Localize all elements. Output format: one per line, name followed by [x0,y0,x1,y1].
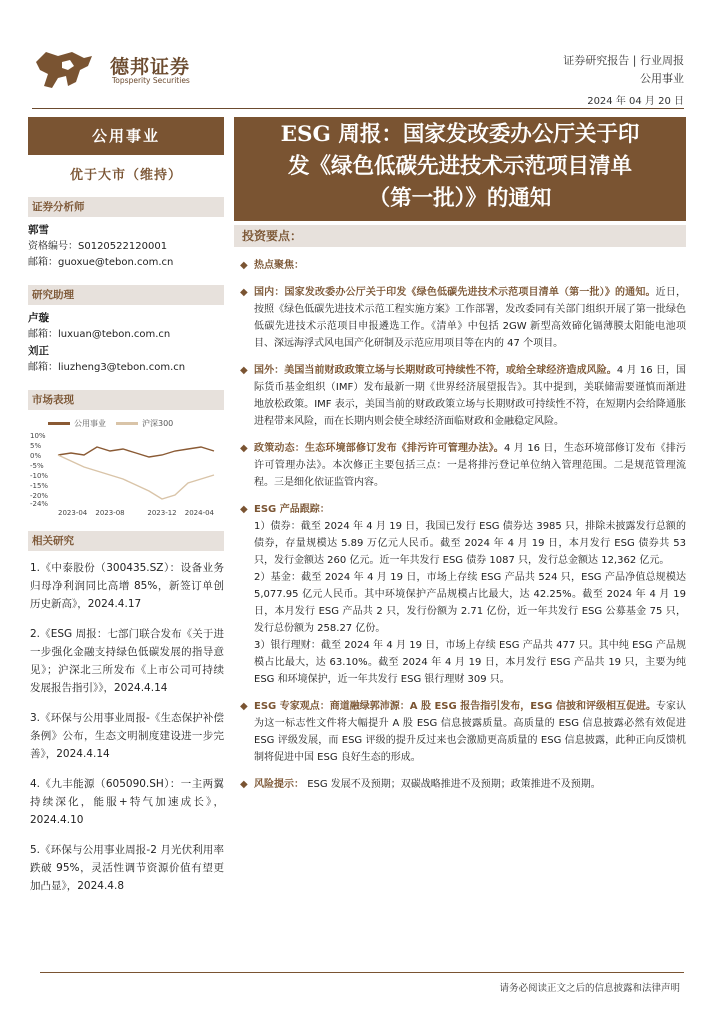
abroad-highlight: 国外：美国当前财政政策立场与长期财政可持续性不符，或给全球经济造成风险。 [254,365,617,376]
analyst-email: 邮箱：guoxue@tebon.com.cn [28,257,174,268]
risk-label: 风险提示： [254,779,304,790]
analyst-heading: 证券分析师 [28,197,224,217]
x-tick-label: 2023-04 [58,509,88,517]
y-tick-label: -15% [30,482,49,490]
policy-paragraph [234,440,686,491]
bullet-icon: ◆ [240,504,248,515]
tracking-item: 3）银行理财：截至 2024 年 4 月 19 日，市场上存续 ESG 产品共 477 只。其中纯 ESG 产品规模占比最大，达 63.10%。截至 2024 年 4 月 19 日，本月发行 ESG 产品共 19 只，主要为纯 ESG 和环境保护，近一年共发行 ESG 银行理财 309 只。 [254,640,686,685]
esg-tracking-label: ESG 产品跟踪： [254,504,330,515]
domestic-paragraph [234,284,686,352]
footer-disclaimer: 请务必阅读正文之后的信息披露和法律声明 [499,983,680,994]
risk-paragraph [234,776,686,793]
assistant-info [28,310,224,376]
legend-swatch [116,422,138,425]
related-item[interactable]: 1.《中泰股份（300435.SZ）：设备业务归母净利润同比高增 85%，新签订单创历史新高》，2024.4.17 [30,562,224,610]
legend-label: 公用事业 [74,419,106,428]
x-tick-label: 2023-08 [95,509,125,517]
bullet-icon: ◆ [240,779,248,790]
legend-item [116,418,173,429]
y-tick-label: 5% [30,442,42,450]
bull-logo-icon [32,48,96,90]
company-logo [32,46,192,90]
legend-swatch [48,422,70,425]
y-tick-label: 10% [30,432,46,440]
title-line: （第一批）》的通知 [368,186,552,211]
series-line [58,447,214,457]
market-performance-chart [28,431,224,517]
main-content [234,117,686,793]
related-research-list [28,559,224,895]
related-item[interactable]: 2.《ESG 周报：七部门联合发布《关于进一步强化金融支持绿色低碳发展的指导意见》；沪深北三所发布《上市公司可持续发展报告指引》》，2024.4.14 [30,628,224,694]
risk-text: ESG 发展不及预期；双碳战略推进不及预期；政策推进不及预期。 [307,779,601,790]
domestic-highlight: 国内：国家发改委办公厅关于印发《绿色低碳先进技术示范项目清单（第一批）》的通知。 [254,287,656,298]
abroad-text: 4 月 16 日，国际货币基金组织（IMF）发布最新一期《世界经济展望报告》。其中提到，美联储需要谨慎而渐进地放松政策。IMF 表示，美国当前的财政政策立场与长期财政可持续性不符，在短期内会给降通胀进程带来风险，而在长期内则会使全球经济面临财政和金融稳定风险。 [254,365,687,427]
legend-item [48,418,106,429]
related-item[interactable]: 3.《环保与公用事业周报-《生态保护补偿条例》公布，生态文明制度建设进一步完善》，2024.4.14 [30,712,224,760]
y-tick-label: -24% [30,500,49,508]
analyst-name: 郭雪 [28,224,49,236]
analyst-license: 资格编号：S0120522120001 [28,241,168,252]
expert-paragraph [234,698,686,766]
bullet-icon: ◆ [240,443,248,454]
y-tick-label: -20% [30,492,49,500]
y-tick-label: -10% [30,472,49,480]
footer-divider [40,972,684,973]
assistant-email: 邮箱：liuzheng3@tebon.com.cn [28,362,186,373]
bullet-icon: ◆ [240,260,248,271]
logo-text-cn: 德邦证券 [110,56,191,78]
title-line: 发《绿色低碳先进技术示范项目清单 [287,154,632,179]
esg-tracking [234,501,686,518]
header-divider [32,108,684,109]
related-item[interactable]: 5.《环保与公用事业周报-2 月光伏利用率跌破 95%，灵活性调节资源价值有望更加凸显》，2024.4.8 [30,844,224,892]
bullet-icon: ◆ [240,365,248,376]
related-item[interactable]: 4.《九丰能源（605090.SH）：一主两翼持续深化，能服+特气加速成长》，2024.4.10 [30,778,224,826]
tracking-item: 1）债券：截至 2024 年 4 月 19 日，我国已发行 ESG 债券达 3985 只，排除未披露发行总额的债券，存量规模达 5.89 万亿元人民币。截至 2024 年 4 月 19 日，本月发行 ESG 债券共 53 只，发行金额达 260 亿元。近一年共发行 ESG 债券 1087 只，发行总金额达 12,362 亿元。 [254,521,686,566]
policy-highlight: 政策动态：生态环境部修订发布《排污许可管理办法》。 [254,443,504,454]
series-line [58,455,214,499]
assistant-name: 刘正 [28,345,49,357]
related-heading: 相关研究 [28,531,224,551]
legend-label: 沪深300 [142,419,174,428]
industry-label: 公用事业 [28,117,224,155]
abroad-paragraph [234,362,686,430]
x-tick-label: 2023-12 [147,509,177,517]
y-tick-label: -5% [30,462,44,470]
bullet-icon: ◆ [240,701,248,712]
tracking-item: 2）基金：截至 2024 年 4 月 19 日，市场上存续 ESG 产品共 524 只，ESG 产品净值总规模达 5,077.95 亿元人民币。其中环境保护产品规模占比最大，达 42.25%。截至 2024 年 4 月 19 日，本月发行 ESG 产品共 2 只，发行份额为 2.71 亿份，近一年共发行 ESG 公募基金 75 只，发行总份额为 258.27 亿份。 [254,572,686,634]
assistant-email: 邮箱：luxuan@tebon.com.cn [28,329,171,340]
hot-focus-label: 热点聚焦： [254,260,304,271]
analyst-info [28,222,224,271]
rating: 优于大市（维持） [69,168,182,183]
x-tick-label: 2024-04 [184,509,214,517]
policy-text: 4 月 16 日，生态环境部修订发布《排污许可管理办法》。本次修正主要包括三点：一是将排污登记单位纳入管理范围。二是规范管理流程。三是细化依证监管内容。 [254,443,687,488]
logo-text-en: Topsperity Securities [112,76,190,85]
y-tick-label: 0% [30,452,42,460]
expert-highlight: ESG 专家观点：商道融绿郭沛源：A 股 ESG 报告指引发布，ESG 信披和评级相互促进。 [254,701,656,712]
expert-text: 专家认为这一标志性文件将大幅提升 A 股 ESG 信息披露质量。高质量的 ESG 信息披露必然有效促进 ESG 评级发展，而 ESG 评级的提升反过来也会激励更高质量的 ESG 信息披露，此种正向反馈机制将促进中国 ESG 良好生态的形成。 [254,701,687,763]
assistant-heading: 研究助理 [28,285,224,305]
report-date: 2024 年 04 月 20 日 [587,96,684,107]
hot-focus [234,257,686,274]
header-industry: 公用事业 [640,72,684,85]
market-heading: 市场表现 [28,390,224,410]
report-type: 证券研究报告 | 行业周报 [563,54,684,67]
domestic-text: 近日，按照《绿色低碳先进技术示范工程实施方案》工作部署，发改委同有关部门组织开展了第一批绿色低碳先进技术示范项目申报遴选工作。《清单》中包括 2GW 新型高效碲化镉薄膜太阳能电池项目、深远海浮式风电国产化研制及示范应用项目等在内的 47 个项目。 [254,287,687,349]
assistant-name: 卢璇 [28,312,49,324]
title-line: ESG 周报：国家发改委办公厅关于印 [280,122,640,147]
report-title [234,117,686,221]
header-meta [563,52,684,88]
chart-legend [48,418,224,429]
sidebar [28,117,224,907]
bullet-icon: ◆ [240,287,248,298]
investment-points-heading: 投资要点： [234,225,686,247]
